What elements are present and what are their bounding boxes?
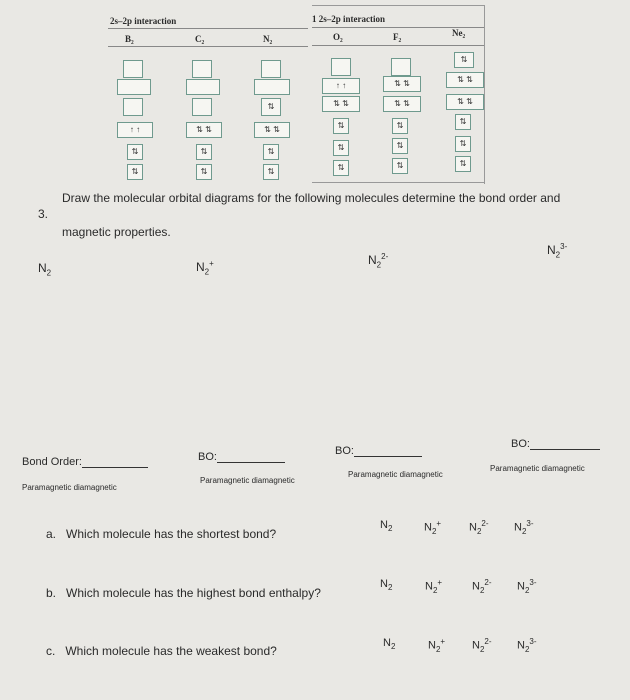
orbital-box: ⇅ ⇅	[383, 96, 421, 112]
question-c-text: Which molecule has the weakest bond?	[65, 644, 277, 658]
question3-text-line2: magnetic properties.	[62, 225, 171, 239]
bo-label: BO:	[511, 438, 530, 450]
left-subheader-rule	[108, 46, 308, 47]
orbital-box: ⇅ ⇅	[383, 76, 421, 92]
right-subheader-rule	[312, 45, 484, 46]
orbital-box	[192, 98, 212, 116]
orbital-box: ⇅	[392, 158, 408, 174]
column-f2: F₂	[393, 32, 402, 42]
orbital-box: ⇅	[261, 98, 281, 116]
question-b-letter: b.	[46, 586, 57, 600]
orbital-box: ↑ ↑	[117, 122, 153, 138]
bo-blank[interactable]	[217, 462, 285, 463]
orbital-box: ⇅	[454, 52, 474, 68]
magnetic-n2-2minus: Paramagnetic diamagnetic	[348, 470, 443, 479]
choice-n2-3minus[interactable]: $N_2^{3-}$	[517, 578, 537, 595]
bond-order-n2	[22, 456, 148, 468]
orbital-box: ⇅	[196, 164, 212, 180]
orbital-box: ⇅	[455, 114, 471, 130]
bo-blank[interactable]	[530, 449, 600, 450]
orbital-box: ⇅	[196, 144, 212, 160]
magnetic-n2-plus: Paramagnetic diamagnetic	[200, 476, 295, 485]
choice-n2-2minus[interactable]: $N_2^{2-}$	[472, 637, 492, 654]
bo-blank[interactable]	[354, 456, 422, 457]
orbital-box: ⇅ ⇅	[446, 94, 484, 110]
orbital-box	[254, 79, 290, 95]
orbital-box: ⇅	[455, 156, 471, 172]
molecule-n2-3minus: $N_2^{3-}$	[547, 242, 568, 260]
magnetic-n2-3minus: Paramagnetic diamagnetic	[490, 464, 585, 473]
orbital-box	[186, 79, 220, 95]
orbital-box: ⇅	[127, 144, 143, 160]
bo-n2-plus	[198, 451, 285, 463]
molecule-n2-plus: $N_2^+$	[196, 259, 214, 277]
choice-n2-plus[interactable]: $N_2^+$	[424, 519, 442, 536]
right-table-header: 1 2s–2p interaction	[312, 14, 385, 24]
orbital-box: ⇅	[333, 140, 349, 156]
question-b	[46, 586, 321, 600]
right-table-bottom	[312, 182, 484, 183]
orbital-box: ⇅ ⇅	[322, 96, 360, 112]
choice-n2-3minus[interactable]: $N_2^{3-}$	[517, 637, 537, 654]
question-c	[46, 644, 277, 658]
choice-n2[interactable]: $N_2$	[380, 578, 393, 593]
choice-n2-2minus[interactable]: $N_2^{2-}$	[472, 578, 492, 595]
question-b-text: Which molecule has the highest bond enthalpy?	[66, 586, 321, 600]
choice-n2[interactable]: $N_2$	[383, 637, 396, 652]
question3-text-line1: Draw the molecular orbital diagrams for the following molecules determine the bond order and	[62, 191, 561, 205]
orbital-box: ⇅ ⇅	[186, 122, 222, 138]
column-ne2: Ne₂	[452, 28, 466, 38]
left-header-rule	[108, 28, 308, 29]
bo-n2-2minus	[335, 445, 422, 457]
molecule-n2-2minus: $N_2^{2-}$	[368, 252, 389, 270]
column-o2: O₂	[333, 32, 343, 42]
question-a	[46, 527, 276, 541]
bo-label: BO:	[198, 451, 217, 463]
orbital-box	[123, 98, 143, 116]
bo-n2-3minus	[511, 438, 600, 450]
question3-number: 3.	[38, 207, 49, 221]
orbital-box: ⇅	[455, 136, 471, 152]
choice-n2-plus[interactable]: $N_2^+$	[425, 578, 443, 595]
orbital-box: ⇅ ⇅	[446, 72, 484, 88]
orbital-box	[123, 60, 143, 78]
question-a-letter: a.	[46, 527, 57, 541]
bond-order-label: Bond Order:	[22, 456, 82, 468]
orbital-box: ⇅	[392, 118, 408, 134]
orbital-box: ⇅	[333, 160, 349, 176]
choice-n2-2minus[interactable]: $N_2^{2-}$	[469, 519, 489, 536]
magnetic-n2: Paramagnetic diamagnetic	[22, 483, 117, 492]
bond-order-blank[interactable]	[82, 467, 148, 468]
choice-n2[interactable]: $N_2$	[380, 519, 393, 534]
choice-n2-plus[interactable]: $N_2^+$	[428, 637, 446, 654]
orbital-box: ⇅	[263, 144, 279, 160]
orbital-box	[261, 60, 281, 78]
orbital-box: ⇅	[127, 164, 143, 180]
column-b2: B₂	[125, 34, 134, 44]
question-a-text: Which molecule has the shortest bond?	[66, 527, 277, 541]
orbital-box: ⇅	[333, 118, 349, 134]
left-table-header: 2s–2p interaction	[110, 16, 177, 26]
orbital-box	[192, 60, 212, 78]
column-c2: C₂	[195, 34, 205, 44]
bo-label: BO:	[335, 445, 354, 457]
orbital-box: ⇅ ⇅	[254, 122, 290, 138]
molecule-n2: $N_2$	[38, 261, 52, 278]
orbital-box: ⇅	[263, 164, 279, 180]
column-n2: N₂	[263, 34, 273, 44]
choice-n2-3minus[interactable]: $N_2^{3-}$	[514, 519, 534, 536]
orbital-box: ⇅	[392, 138, 408, 154]
orbital-box	[391, 58, 411, 76]
question-c-letter: c.	[46, 644, 56, 658]
orbital-box: ↑ ↑	[322, 78, 360, 94]
orbital-box	[117, 79, 151, 95]
orbital-box	[331, 58, 351, 76]
